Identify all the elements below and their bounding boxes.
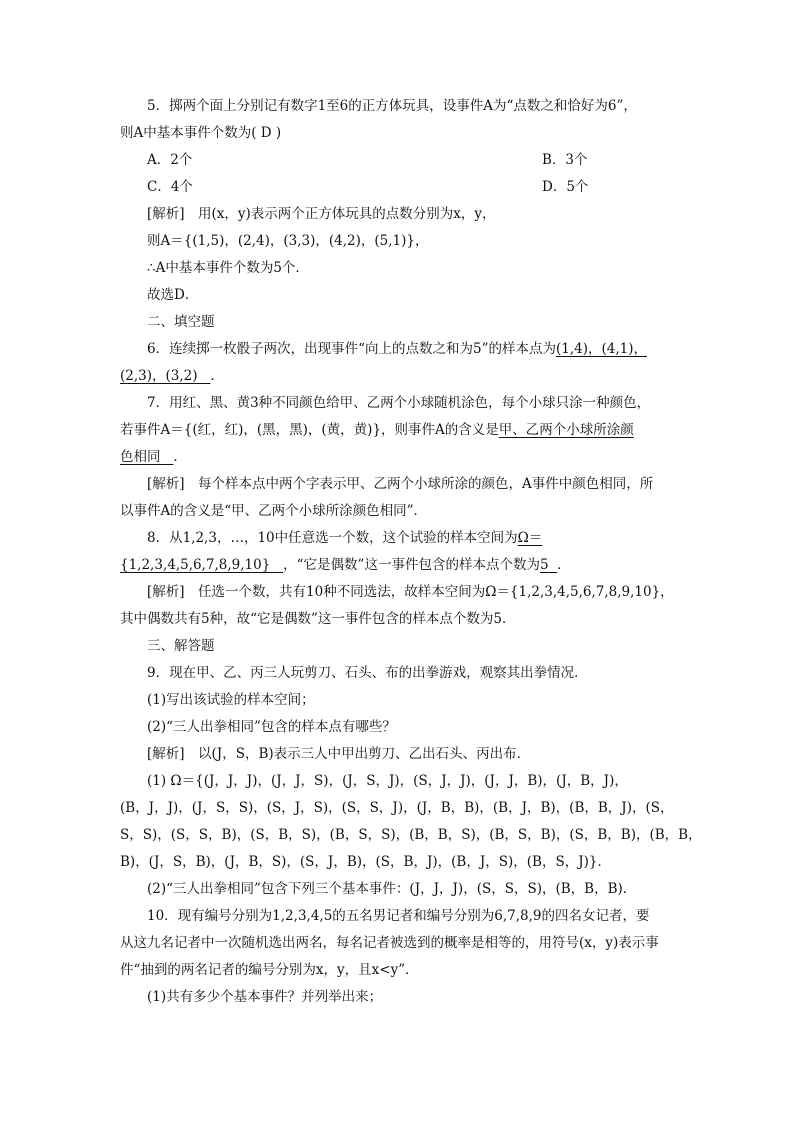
q7-answer-part1: 甲、乙两个小球所涂颜 — [498, 422, 634, 438]
q10-stem-line3: 件“抽到的两名记者的编号分别为x，y，且x<y”． — [120, 962, 419, 978]
q5-analysis-line1: [解析] 用(x，y)表示两个正方体玩具的点数分别为x，y， — [147, 206, 496, 222]
q8-end: ． — [557, 557, 571, 573]
q8-answer-part3: 5 — [539, 557, 549, 573]
q9-analysis-line1: [解析] 以(J，S，B)表示三人中甲出剪刀、乙出石头、丙出布． — [147, 746, 531, 762]
section-heading-fill-in: 二、填空题 — [147, 314, 215, 330]
q9-analysis-line6: (2)“三人出拳相同”包含下列三个基本事件：(J，J，J)，(S，S，S)，(B，B，B)． — [147, 881, 637, 897]
q8-analysis-line2: 其中偶数共有5种，故“它是偶数”这一事件包含的样本点个数为5． — [120, 611, 516, 627]
q10-part1: (1)共有多少个基本事件？并列举出来； — [147, 989, 383, 1005]
q10-stem-line2: 从这九名记者中一次随机选出两名，每名记者被选到的概率是相等的，用符号(x，y)表示事 — [120, 935, 659, 951]
q5-analysis-line4: 故选D． — [147, 287, 199, 303]
q9-analysis-line3: (B，J，J)，(J，S，S)，(S，J，S)，(S，S，J)，(J，B，B)，(B，J，B)，(B，B，J)，(S， — [120, 800, 674, 816]
q8-stem-line2 — [120, 556, 700, 575]
q5-options-row2 — [147, 178, 727, 197]
q7-stem-line1: 7．用红、黑、黄3种不同颜色给甲、乙两个小球随机涂色，每个小球只涂一种颜色， — [147, 395, 651, 411]
q8-stem-line1 — [147, 529, 727, 548]
q6-stem-line1 — [147, 340, 727, 359]
q5-option-d: D．5个 — [542, 179, 589, 195]
q8-analysis-line1: [解析] 任选一个数，共有10种不同选法，故样本空间为Ω＝{1,2,3,4,5,6,7,8,9,10}， — [147, 584, 674, 600]
q8-mid: ，“它是偶数”这一事件包含的样本点个数为 — [283, 557, 540, 573]
q9-analysis-line4: S，S)，(S，S，B)，(S，B，S)，(B，S，S)，(B，B，S)，(B，S，B)，(S，B，B)，(B，B， — [120, 827, 702, 843]
q5-option-b: B．3个 — [542, 152, 588, 168]
q8-stem: 8．从1,2,3，…，10中任意选一个数，这个试验的样本空间为 — [147, 530, 518, 546]
q7-stem-line3 — [120, 448, 700, 467]
q10-stem-line1: 10．现有编号分别为1,2,3,4,5的五名男记者和编号分别为6,7,8,9的四名女记者，要 — [147, 908, 650, 924]
q6-stem: 6．连续掷一枚骰子两次，出现事件“向上的点数之和为5”的样本点为 — [147, 341, 556, 357]
q8-answer-part1: Ω＝ — [517, 530, 543, 546]
q9-part1: (1)写出该试验的样本空间； — [147, 692, 315, 708]
q9-stem-line1: 9．现在甲、乙、丙三人玩剪刀、石头、布的出拳游戏，观察其出拳情况． — [147, 665, 588, 681]
q5-stem-line1: 5．掷两个面上分别记有数字1至6的正方体玩具，设事件A为“点数之和恰好为6”， — [147, 98, 637, 114]
q7-stem2: 若事件A＝{(红，红)，(黑，黑)，(黄，黄)}，则事件A的含义是 — [120, 422, 499, 438]
q7-answer-part2: 色相同 — [120, 449, 161, 465]
q9-analysis-line2: (1) Ω＝{(J，J，J)，(J，J，S)，(J，S，J)，(S，J，J)，(J，J，B)，(J，B，J)， — [147, 773, 628, 789]
q7-analysis-line1: [解析] 每个样本点中两个字表示甲、乙两个小球所涂的颜色，A事件中颜色相同，所 — [147, 476, 654, 492]
q5-analysis-line2: 则A＝{(1,5)，(2,4)，(3,3)，(4,2)，(5,1)}， — [147, 233, 429, 249]
q6-answer-part2: (2,3)，(3,2) — [120, 368, 198, 384]
section-heading-solve: 三、解答题 — [147, 638, 215, 654]
q5-stem-line2: 则A中基本事件个数为( D ) — [120, 125, 282, 141]
q9-part2: (2)“三人出拳相同”包含的样本点有哪些？ — [147, 719, 396, 735]
q7-stem-line2 — [120, 421, 700, 440]
q9-analysis-line5: B)，(J，S，B)，(J，B，S)，(S，J，B)，(S，B，J)，(B，J，S)，(B，S，J)}． — [120, 854, 611, 870]
q5-analysis-line3: ∴A中基本事件个数为5个． — [147, 260, 309, 276]
q8-answer-part2: {1,2,3,4,5,6,7,8,9,10} — [120, 557, 271, 573]
q5-option-a: A．2个 — [147, 152, 193, 168]
q7-analysis-line2: 以事件A的含义是“甲、乙两个小球所涂颜色相同”． — [120, 503, 428, 519]
q6-end: ． — [210, 368, 224, 384]
q6-answer-part1: (1,4)，(4,1)， — [555, 341, 647, 357]
q5-option-c: C．4个 — [147, 179, 193, 195]
q6-stem-line2 — [120, 367, 700, 386]
q7-end: ． — [173, 449, 187, 465]
q5-options-row1 — [147, 151, 727, 170]
